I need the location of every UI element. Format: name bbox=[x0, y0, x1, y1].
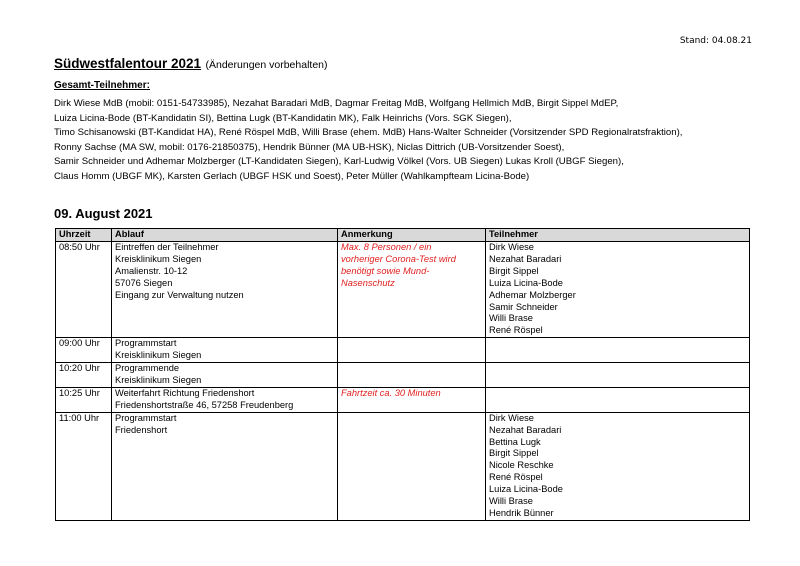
cell-ablauf-line: Amalienstr. 10-12 bbox=[115, 265, 188, 276]
cell-teilnehmer-line: Willi Brase bbox=[489, 496, 533, 507]
cell-teilnehmer-line: Luiza Licina-Bode bbox=[489, 484, 563, 495]
cell-anmerkung-line: Max. 8 Personen / ein bbox=[341, 242, 432, 252]
cell-teilnehmer-line: Nezahat Baradari bbox=[489, 253, 562, 264]
cell-teilnehmer-line: Birgit Sippel bbox=[489, 448, 539, 459]
column-header-time: Uhrzeit bbox=[56, 229, 112, 242]
cell-teilnehmer bbox=[486, 242, 750, 338]
cell-teilnehmer-line: Nicole Reschke bbox=[489, 460, 554, 471]
cell-ablauf-line: Kreisklinikum Siegen bbox=[115, 374, 202, 385]
participant-line: Ronny Sachse (MA SW, mobil: 0176-21850375), Hendrik Bünner (MA UB-HSK), Niclas Dittrich (UB-Vorsitzender Soest), bbox=[54, 141, 565, 153]
cell-anmerkung bbox=[338, 412, 486, 520]
cell-teilnehmer-line: René Röspel bbox=[489, 325, 543, 336]
schedule-table bbox=[55, 228, 750, 521]
cell-teilnehmer bbox=[486, 338, 750, 363]
cell-teilnehmer-line: Birgit Sippel bbox=[489, 265, 539, 276]
cell-ablauf bbox=[112, 387, 338, 412]
cell-ablauf-line: Friedenshortstraße 46, 57258 Freudenberg bbox=[115, 399, 294, 410]
document-title bbox=[54, 55, 328, 73]
cell-teilnehmer-line: Hendrik Bünner bbox=[489, 507, 554, 518]
cell-teilnehmer-line: Luiza Licina-Bode bbox=[489, 277, 563, 288]
cell-ablauf-line: Kreisklinikum Siegen bbox=[115, 253, 202, 264]
cell-anmerkung bbox=[338, 387, 486, 412]
cell-teilnehmer-line: Dirk Wiese bbox=[489, 412, 534, 423]
cell-time: 10:25 Uhr bbox=[56, 387, 112, 412]
cell-anmerkung-line: vorheriger Corona-Test wird bbox=[341, 253, 456, 264]
table-row bbox=[56, 363, 750, 388]
cell-ablauf-line: 57076 Siegen bbox=[115, 277, 173, 288]
cell-ablauf-line: Kreisklinikum Siegen bbox=[115, 350, 202, 361]
participants-heading-colon: : bbox=[146, 80, 150, 91]
cell-teilnehmer-line: Nezahat Baradari bbox=[489, 424, 562, 435]
cell-anmerkung-line: benötigt sowie Mund- bbox=[341, 265, 430, 276]
tour-title: Südwestfalentour 2021 bbox=[54, 56, 202, 71]
cell-anmerkung-line: Fahrtzeit ca. 30 Minuten bbox=[341, 387, 441, 398]
day-title: 09. August 2021 bbox=[54, 206, 153, 221]
participant-line: Claus Homm (UBGF MK), Karsten Gerlach (UBGF HSK und Soest), Peter Müller (Wahlkampfteam Licina-Bode) bbox=[54, 170, 530, 182]
cell-anmerkung-line: Nasenschutz bbox=[341, 277, 395, 288]
cell-anmerkung bbox=[338, 363, 486, 388]
cell-teilnehmer-line: Adhemar Molzberger bbox=[489, 289, 576, 300]
cell-teilnehmer bbox=[486, 412, 750, 520]
cell-time: 09:00 Uhr bbox=[56, 338, 112, 363]
cell-teilnehmer-line: Dirk Wiese bbox=[489, 242, 534, 252]
cell-teilnehmer bbox=[486, 363, 750, 388]
title-note: (Änderungen vorbehalten) bbox=[205, 59, 328, 71]
participant-line: Timo Schisanowski (BT-Kandidat HA), René Röspel MdB, Willi Brase (ehem. MdB) Hans-Walter Schneider (Vorsitzender SPD Regionalratsfraktion), bbox=[54, 127, 683, 139]
cell-ablauf-line: Eintreffen der Teilnehmer bbox=[115, 242, 219, 252]
stand-date: Stand: 04.08.21 bbox=[679, 36, 752, 46]
participants-list bbox=[54, 97, 774, 185]
table-row bbox=[56, 242, 750, 338]
cell-ablauf-line: Programmende bbox=[115, 363, 180, 374]
participants-heading-text: Gesamt-Teilnehmer bbox=[54, 80, 147, 91]
column-header-teilnehmer: Teilnehmer bbox=[486, 229, 750, 242]
cell-time: 08:50 Uhr bbox=[56, 242, 112, 338]
cell-ablauf-line: Programmstart bbox=[115, 412, 177, 423]
cell-ablauf-line: Weiterfahrt Richtung Friedenshort bbox=[115, 387, 255, 398]
cell-ablauf bbox=[112, 242, 338, 338]
cell-ablauf bbox=[112, 412, 338, 520]
cell-ablauf bbox=[112, 363, 338, 388]
cell-ablauf bbox=[112, 338, 338, 363]
table-row bbox=[56, 387, 750, 412]
table-header-row bbox=[56, 229, 750, 242]
cell-time: 10:20 Uhr bbox=[56, 363, 112, 388]
participant-line: Luiza Licina-Bode (BT-Kandidatin SI), Bettina Lugk (BT-Kandidatin MK), Falk Heinrichs (Vors. SGK Siegen), bbox=[54, 112, 512, 124]
participants-heading bbox=[54, 80, 150, 91]
column-header-anmerkung: Anmerkung bbox=[338, 229, 486, 242]
cell-ablauf-line: Friedenshort bbox=[115, 424, 168, 435]
cell-teilnehmer-line: Willi Brase bbox=[489, 313, 533, 324]
cell-teilnehmer-line: René Röspel bbox=[489, 472, 543, 483]
cell-anmerkung bbox=[338, 242, 486, 338]
participant-line: Dirk Wiese MdB (mobil: 0151-54733985), Nezahat Baradari MdB, Dagmar Freitag MdB, Wolfgang Hellmich MdB, Birgit Sippel MdEP, bbox=[54, 98, 619, 109]
cell-time: 11:00 Uhr bbox=[56, 412, 112, 520]
cell-teilnehmer-line: Samir Schneider bbox=[489, 301, 558, 312]
column-header-ablauf: Ablauf bbox=[112, 229, 338, 242]
cell-ablauf-line: Programmstart bbox=[115, 338, 177, 349]
cell-teilnehmer-line: Bettina Lugk bbox=[489, 436, 541, 447]
table-row bbox=[56, 338, 750, 363]
table-row bbox=[56, 412, 750, 520]
participant-line: Samir Schneider und Adhemar Molzberger (LT-Kandidaten Siegen), Karl-Ludwig Völkel (Vors. UB Siegen) Lukas Kroll (UBGF Siegen), bbox=[54, 156, 624, 168]
cell-anmerkung bbox=[338, 338, 486, 363]
cell-teilnehmer bbox=[486, 387, 750, 412]
cell-ablauf-line: Eingang zur Verwaltung nutzen bbox=[115, 289, 244, 300]
